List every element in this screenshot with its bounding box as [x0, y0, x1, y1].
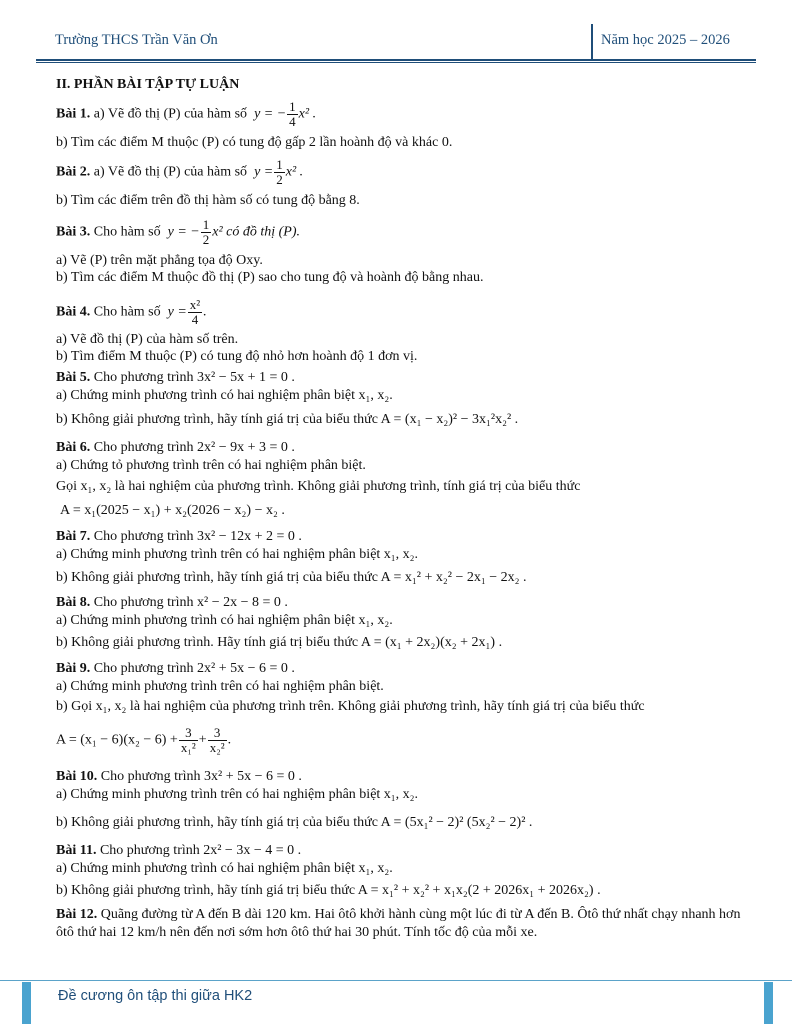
problem-3-statement: Bài 3. Cho hàm số y = − $\frac{1}{2}$ x² có đồ thị (P).: [56, 217, 301, 247]
problem-2-statement: Bài 2. a) Vẽ đồ thị (P) của hàm số y = $\frac{1}{2}$ x² .: [56, 157, 304, 187]
problem-10-statement: Bài 10. Cho phương trình 3x² + 5x − 6 = 0 .: [56, 769, 302, 784]
problem-5-part-a: a) Chứng minh phương trình có hai nghiệm phân biệt x₁, x₂.: [56, 388, 393, 403]
problem-4-statement: Bài 4. Cho hàm số y = $\frac{\text{x²}}{4}$ .: [56, 297, 207, 327]
school-year: Năm học 2025 – 2026: [601, 32, 730, 48]
problem-5-statement: Bài 5. Cho phương trình 3x² − 5x + 1 = 0 .: [56, 370, 295, 385]
problem-2-part-b: b) Tìm các điểm trên đồ thị hàm số có tung độ bằng 8.: [56, 193, 360, 208]
problem-6-part-c: Gọi x₁, x₂ là hai nghiệm của phương trình. Không giải phương trình, tính giá trị của biểu thức: [56, 479, 581, 494]
problem-6-part-a: a) Chứng tỏ phương trình trên có hai nghiệm phân biệt.: [56, 458, 366, 473]
school-name: Trường THCS Trần Văn Ơn: [55, 32, 218, 48]
page-header: [0, 24, 792, 60]
problem-4-part-b: b) Tìm điểm M thuộc (P) có tung độ nhỏ hơn hoành độ 1 đơn vị.: [56, 349, 418, 364]
problem-9-part-a: a) Chứng minh phương trình trên có hai nghiệm phân biệt.: [56, 679, 384, 694]
problem-label: Bài 1.: [56, 106, 91, 122]
footer-rule: [0, 980, 792, 981]
section-title: II. PHẦN BÀI TẬP TỰ LUẬN: [56, 77, 240, 92]
problem-8-part-a: a) Chứng minh phương trình có hai nghiệm phân biệt x₁, x₂.: [56, 613, 393, 628]
problem-9-expression: A = (x₁ − 6)(x₂ − 6) + $\frac{3}{\text{x₁²}}$ + $\frac{3}{\text{x₂²}}$ .: [56, 725, 232, 755]
problem-8-part-b: b) Không giải phương trình. Hãy tính giá trị biểu thức A = (x₁ + 2x₂)(x₂ + 2x₁) .: [56, 635, 503, 650]
fraction: $\frac{1}{4}$: [289, 99, 296, 129]
problem-6-expression: A = x₁(2025 − x₁) + x₂(2026 − x₂) − x₂ .: [60, 503, 285, 518]
problem-3-part-a: a) Vẽ (P) trên mặt phẳng tọa độ Oxy.: [56, 253, 263, 268]
problem-4-part-a: a) Vẽ đồ thị (P) của hàm số trên.: [56, 332, 239, 347]
problem-10-part-b: b) Không giải phương trình, hãy tính giá trị của biểu thức A = (5x₁² − 2)² (5x₂² − 2)² .: [56, 815, 533, 830]
footer-right-bar: [764, 982, 773, 1024]
footer-left-bar: [22, 982, 31, 1024]
fraction: $\frac{1}{2}$: [276, 157, 283, 187]
header-rule: [36, 59, 756, 61]
problem-11-part-b: b) Không giải phương trình, hãy tính giá trị biểu thức A = x₁² + x₂² + x₁x₂(2 + 2026x₁ + 2026x₂) .: [56, 883, 601, 898]
problem-6-statement: Bài 6. Cho phương trình 2x² − 9x + 3 = 0 .: [56, 440, 295, 455]
problem-7-part-a: a) Chứng minh phương trình trên có hai nghiệm phân biệt x₁, x₂.: [56, 547, 419, 562]
header-divider: [591, 24, 593, 59]
problem-11-statement: Bài 11. Cho phương trình 2x² − 3x − 4 = 0 .: [56, 843, 302, 858]
header-rule-thin: [36, 62, 756, 63]
problem-5-part-b: b) Không giải phương trình, hãy tính giá trị của biểu thức A = (x₁ − x₂)² − 3x₁²x₂² .: [56, 412, 519, 427]
fraction: $\frac{1}{2}$: [202, 217, 210, 247]
fraction: $\frac{\text{x²}}{4}$: [189, 297, 201, 327]
problem-12-statement: Bài 12. Quãng đường từ A đến B dài 120 km. Hai ôtô khởi hành cùng một lúc đi từ A đến B. Ôtô thứ nhất chạy nhanh hơn ôtô thứ hai 12 km/h nên đến nơi sớm hơn ôtô thứ hai 30 phút. Tính tốc độ của mỗi xe.: [56, 907, 741, 940]
fraction: $\frac{3}{\text{x₂²}}$: [209, 725, 225, 755]
problem-10-part-a: a) Chứng minh phương trình trên có hai nghiệm phân biệt x₁, x₂.: [56, 787, 419, 802]
problem-1-part-b: b) Tìm các điểm M thuộc (P) có tung độ gấp 2 lần hoành độ và khác 0.: [56, 135, 453, 150]
page-footer: [0, 980, 792, 1024]
problem-11-part-a: a) Chứng minh phương trình có hai nghiệm phân biệt x₁, x₂.: [56, 861, 393, 876]
problem-9-statement: Bài 9. Cho phương trình 2x² + 5x − 6 = 0 .: [56, 661, 295, 676]
problem-7-part-b: b) Không giải phương trình, hãy tính giá trị của biểu thức A = x₁² + x₂² − 2x₁ − 2x₂ .: [56, 570, 527, 585]
problem-8-statement: Bài 8. Cho phương trình x² − 2x − 8 = 0 .: [56, 595, 288, 610]
fraction: $\frac{3}{\text{x₁²}}$: [180, 725, 196, 755]
problem-1-statement: Bài 1. a) Vẽ đồ thị (P) của hàm số y = − $\frac{1}{4}$ x² .: [56, 99, 317, 129]
problem-9-part-b: b) Gọi x₁, x₂ là hai nghiệm của phương trình trên. Không giải phương trình, hãy tính giá trị của biểu thức: [56, 699, 645, 714]
problem-3-part-b: b) Tìm các điểm M thuộc đồ thị (P) sao cho tung độ và hoành độ bằng nhau.: [56, 270, 484, 285]
problem-7-statement: Bài 7. Cho phương trình 3x² − 12x + 2 = 0 .: [56, 529, 302, 544]
footer-title: Đề cương ôn tập thi giữa HK2: [58, 988, 253, 1004]
